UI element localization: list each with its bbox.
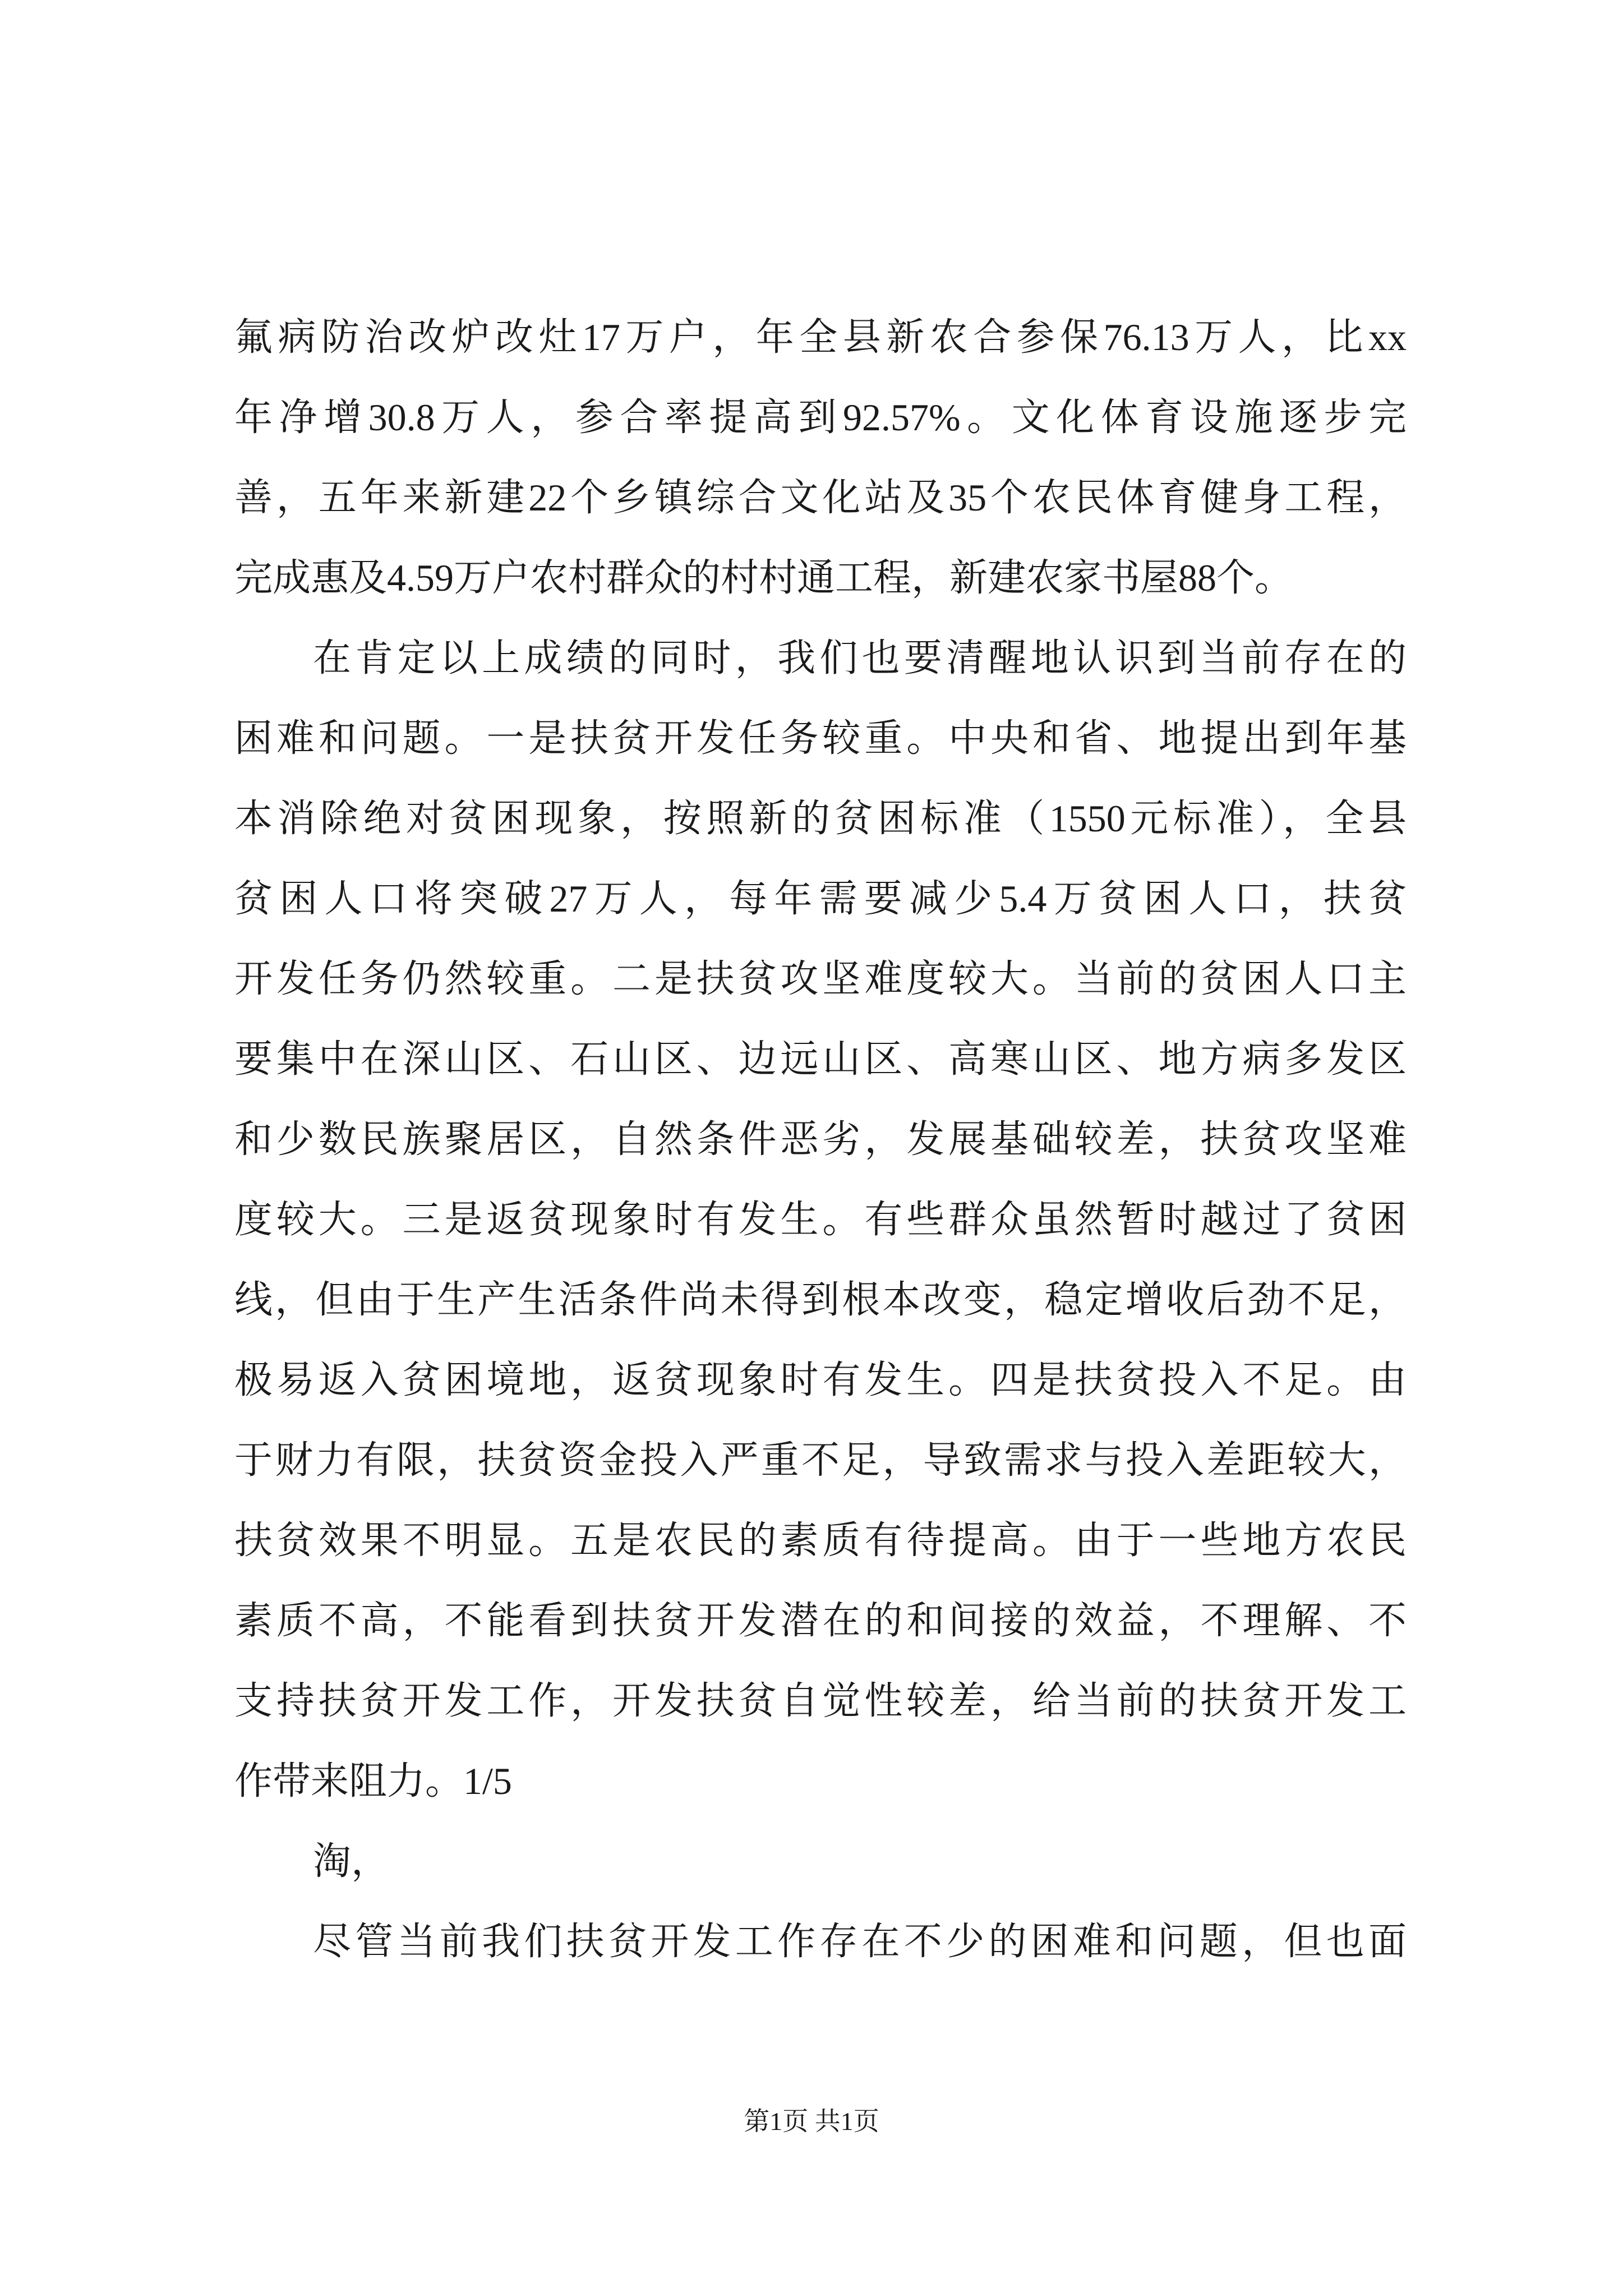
paragraph bbox=[234, 1902, 1407, 1982]
text-line: 开发任务仍然较重。二是扶贫攻坚难度较大。当前的贫困人口主 bbox=[234, 958, 1407, 1000]
text-line: 作带来阻力。1/5 bbox=[234, 1760, 512, 1802]
paragraph bbox=[234, 618, 1407, 1821]
text-line: 在肯定以上成绩的同时，我们也要清醒地认识到当前存在的 bbox=[313, 637, 1407, 679]
text-line: 要集中在深山区、石山区、边远山区、高寒山区、地方病多发区 bbox=[234, 1038, 1407, 1080]
text-line: 本消除绝对贫困现象，按照新的贫困标准（1550元标准），全县 bbox=[234, 797, 1407, 840]
text-line: 淘， bbox=[313, 1840, 390, 1883]
text-line: 支持扶贫开发工作，开发扶贫自觉性较差，给当前的扶贫开发工 bbox=[234, 1680, 1407, 1722]
text-line: 尽管当前我们扶贫开发工作存在不少的困难和问题，但也面 bbox=[313, 1920, 1407, 1963]
page-number: 第1页 共1页 bbox=[744, 2107, 879, 2136]
text-line: 困难和问题。一是扶贫开发任务较重。中央和省、地提出到年基 bbox=[234, 717, 1407, 760]
text-line: 度较大。三是返贫现象时有发生。有些群众虽然暂时越过了贫困 bbox=[234, 1198, 1407, 1241]
text-line: 线，但由于生产生活条件尚未得到根本改变，稳定增收后劲不足， bbox=[234, 1278, 1407, 1321]
page-footer bbox=[0, 2101, 1623, 2138]
text-line: 于财力有限，扶贫资金投入严重不足，导致需求与投入差距较大， bbox=[234, 1439, 1407, 1481]
text-line: 善，五年来新建22个乡镇综合文化站及35个农民体育健身工程， bbox=[234, 476, 1407, 519]
paragraph bbox=[234, 297, 1407, 618]
text-line: 扶贫效果不明显。五是农民的素质有待提高。由于一些地方农民 bbox=[234, 1519, 1407, 1562]
text-line: 和少数民族聚居区，自然条件恶劣，发展基础较差，扶贫攻坚难 bbox=[234, 1118, 1407, 1161]
text-line: 极易返入贫困境地，返贫现象时有发生。四是扶贫投入不足。由 bbox=[234, 1359, 1407, 1401]
text-line: 素质不高，不能看到扶贫开发潜在的和间接的效益，不理解、不 bbox=[234, 1599, 1407, 1642]
text-line: 完成惠及4.59万户农村群众的村村通工程，新建农家书屋88个。 bbox=[234, 556, 1293, 599]
paragraph bbox=[234, 1821, 1407, 1902]
text-line: 氟病防治改炉改灶17万户，年全县新农合参保76.13万人，比xx bbox=[234, 316, 1407, 358]
document-body bbox=[234, 297, 1407, 1982]
text-line: 贫困人口将突破27万人，每年需要减少5.4万贫困人口，扶贫 bbox=[234, 877, 1407, 920]
text-line: 年净增30.8万人，参合率提高到92.57%。文化体育设施逐步完 bbox=[234, 396, 1407, 439]
